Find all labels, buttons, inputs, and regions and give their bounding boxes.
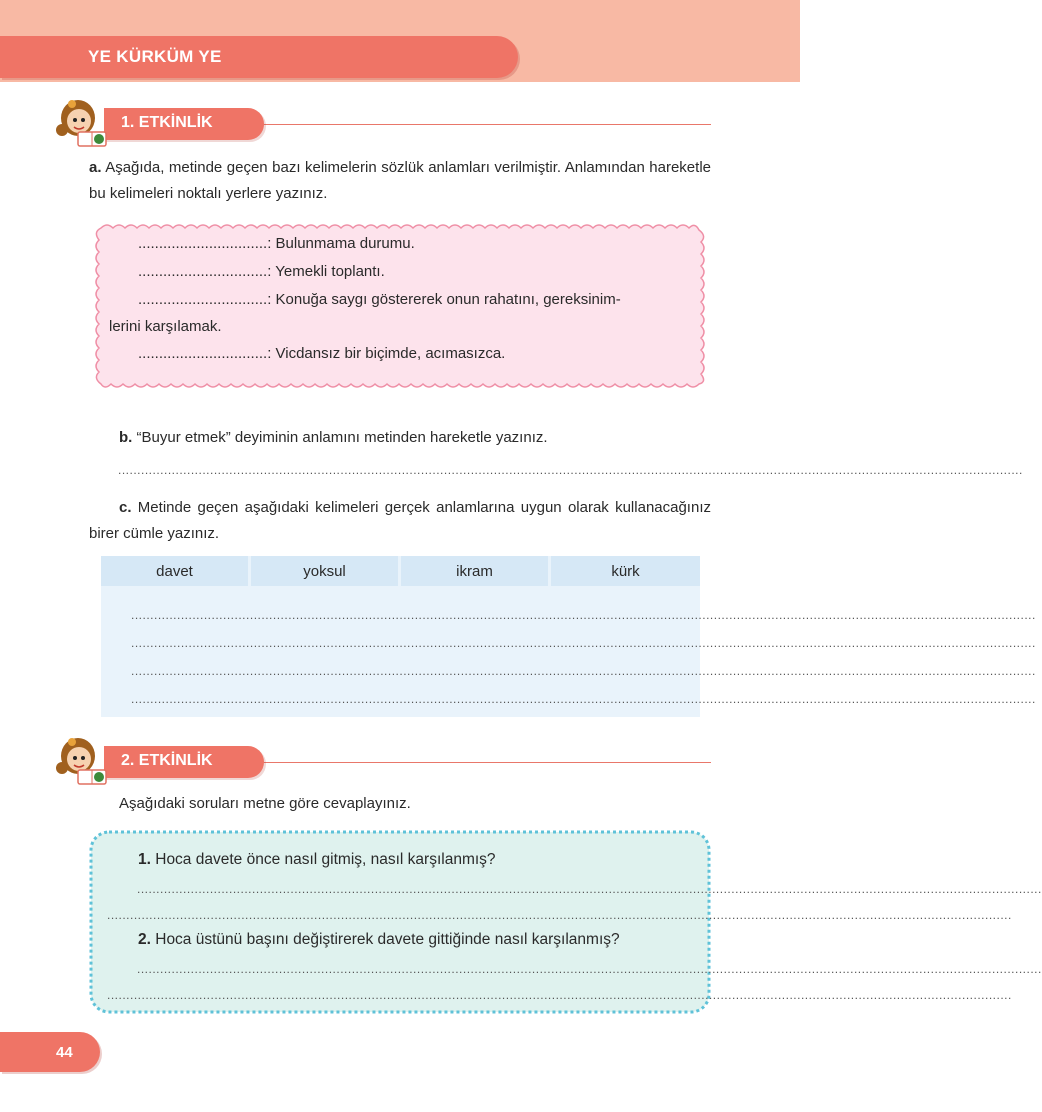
girl-mascot-icon	[52, 732, 114, 788]
answer-1-line-2[interactable]: ............................................................................................................................................................................................................................................	[107, 908, 1012, 922]
question-b-letter: b.	[119, 429, 133, 446]
definition-1-meaning: Bulunmama durumu.	[271, 235, 415, 252]
definition-1-blank[interactable]: ...............................:	[138, 235, 272, 252]
activity-1-header	[0, 100, 800, 150]
chapter-title: YE KÜRKÜM YE	[88, 47, 222, 66]
definition-1	[138, 230, 415, 258]
definition-3	[138, 286, 621, 314]
activity-2-intro: Aşağıdaki soruları metne göre cevaplayınız.	[119, 795, 411, 812]
page-number-tab	[0, 1032, 100, 1072]
question-2	[138, 926, 620, 954]
question-b-body: “Buyur etmek” deyiminin anlamını metinden hareketle yazınız.	[132, 429, 548, 446]
word-cell-davet: davet	[101, 556, 248, 586]
question-1-number: 1.	[138, 851, 151, 868]
definition-3-continuation: lerini karşılamak.	[109, 318, 222, 335]
girl-mascot-icon	[52, 94, 114, 150]
definition-4-blank[interactable]: ...............................:	[138, 345, 272, 362]
activity-1-rule	[240, 124, 711, 125]
definition-3-meaning: Konuğa saygı göstererek onun rahatını, gereksinim-	[271, 291, 621, 308]
definition-2-meaning: Yemekli toplantı.	[271, 263, 385, 280]
question-c-body: Metinde geçen aşağıdaki kelimeleri gerçek anlamlarına uygun olarak kullanacağınız birer cümle yazınız.	[89, 499, 711, 542]
word-cell-yoksul: yoksul	[251, 556, 398, 586]
definition-4	[138, 340, 505, 368]
page-number: 44	[56, 1044, 73, 1061]
activity-2-rule	[240, 762, 711, 763]
question-1-text: Hoca davete önce nasıl gitmiş, nasıl karşılanmış?	[150, 851, 496, 868]
question-1	[138, 846, 496, 874]
definition-2-blank[interactable]: ...............................:	[138, 263, 272, 280]
sentence-line-4[interactable]: ............................................................................................................................................................................................................................................	[131, 692, 1036, 706]
question-c-letter: c.	[119, 499, 132, 516]
answer-1-line-1[interactable]: ............................................................................................................................................................................................................................................	[137, 882, 1042, 896]
definition-4-meaning: Vicdansız bir biçimde, acımasızca.	[271, 345, 506, 362]
answer-b-line[interactable]: ............................................................................................................................................................................................................................................	[118, 463, 1023, 477]
question-2-number: 2.	[138, 931, 151, 948]
sentence-line-3[interactable]: ............................................................................................................................................................................................................................................	[131, 664, 1036, 678]
activity-2-header	[0, 738, 800, 788]
questions-box	[89, 830, 1042, 1014]
question-2-text: Hoca üstünü başını değiştirerek davete gittiğinde nasıl karşılanmış?	[150, 931, 620, 948]
activity-2-title: 2. ETKİNLİK	[121, 752, 213, 769]
answer-2-line-1[interactable]: ............................................................................................................................................................................................................................................	[137, 962, 1042, 976]
chapter-tab	[0, 36, 518, 78]
word-cell-kurk: kürk	[551, 556, 700, 586]
answer-2-line-2[interactable]: ............................................................................................................................................................................................................................................	[107, 988, 1012, 1002]
activity-1-title: 1. ETKİNLİK	[121, 114, 213, 131]
words-table	[101, 556, 1036, 717]
question-a-body: Aşağıda, metinde geçen bazı kelimelerin sözlük anlamları verilmiştir. Anlamından hareketle bu kelimeleri noktalı yerlere yazınız.	[89, 159, 711, 202]
question-a-letter: a.	[89, 159, 102, 176]
definition-2	[138, 258, 385, 286]
sentence-line-1[interactable]: ............................................................................................................................................................................................................................................	[131, 608, 1036, 622]
question-a-text	[89, 155, 711, 207]
definition-3-blank[interactable]: ...............................:	[138, 291, 272, 308]
word-cell-ikram: ikram	[401, 556, 548, 586]
definitions-box	[89, 222, 711, 392]
question-c-text	[89, 495, 711, 547]
question-b-text	[89, 425, 711, 451]
sentence-line-2[interactable]: ............................................................................................................................................................................................................................................	[131, 636, 1036, 650]
